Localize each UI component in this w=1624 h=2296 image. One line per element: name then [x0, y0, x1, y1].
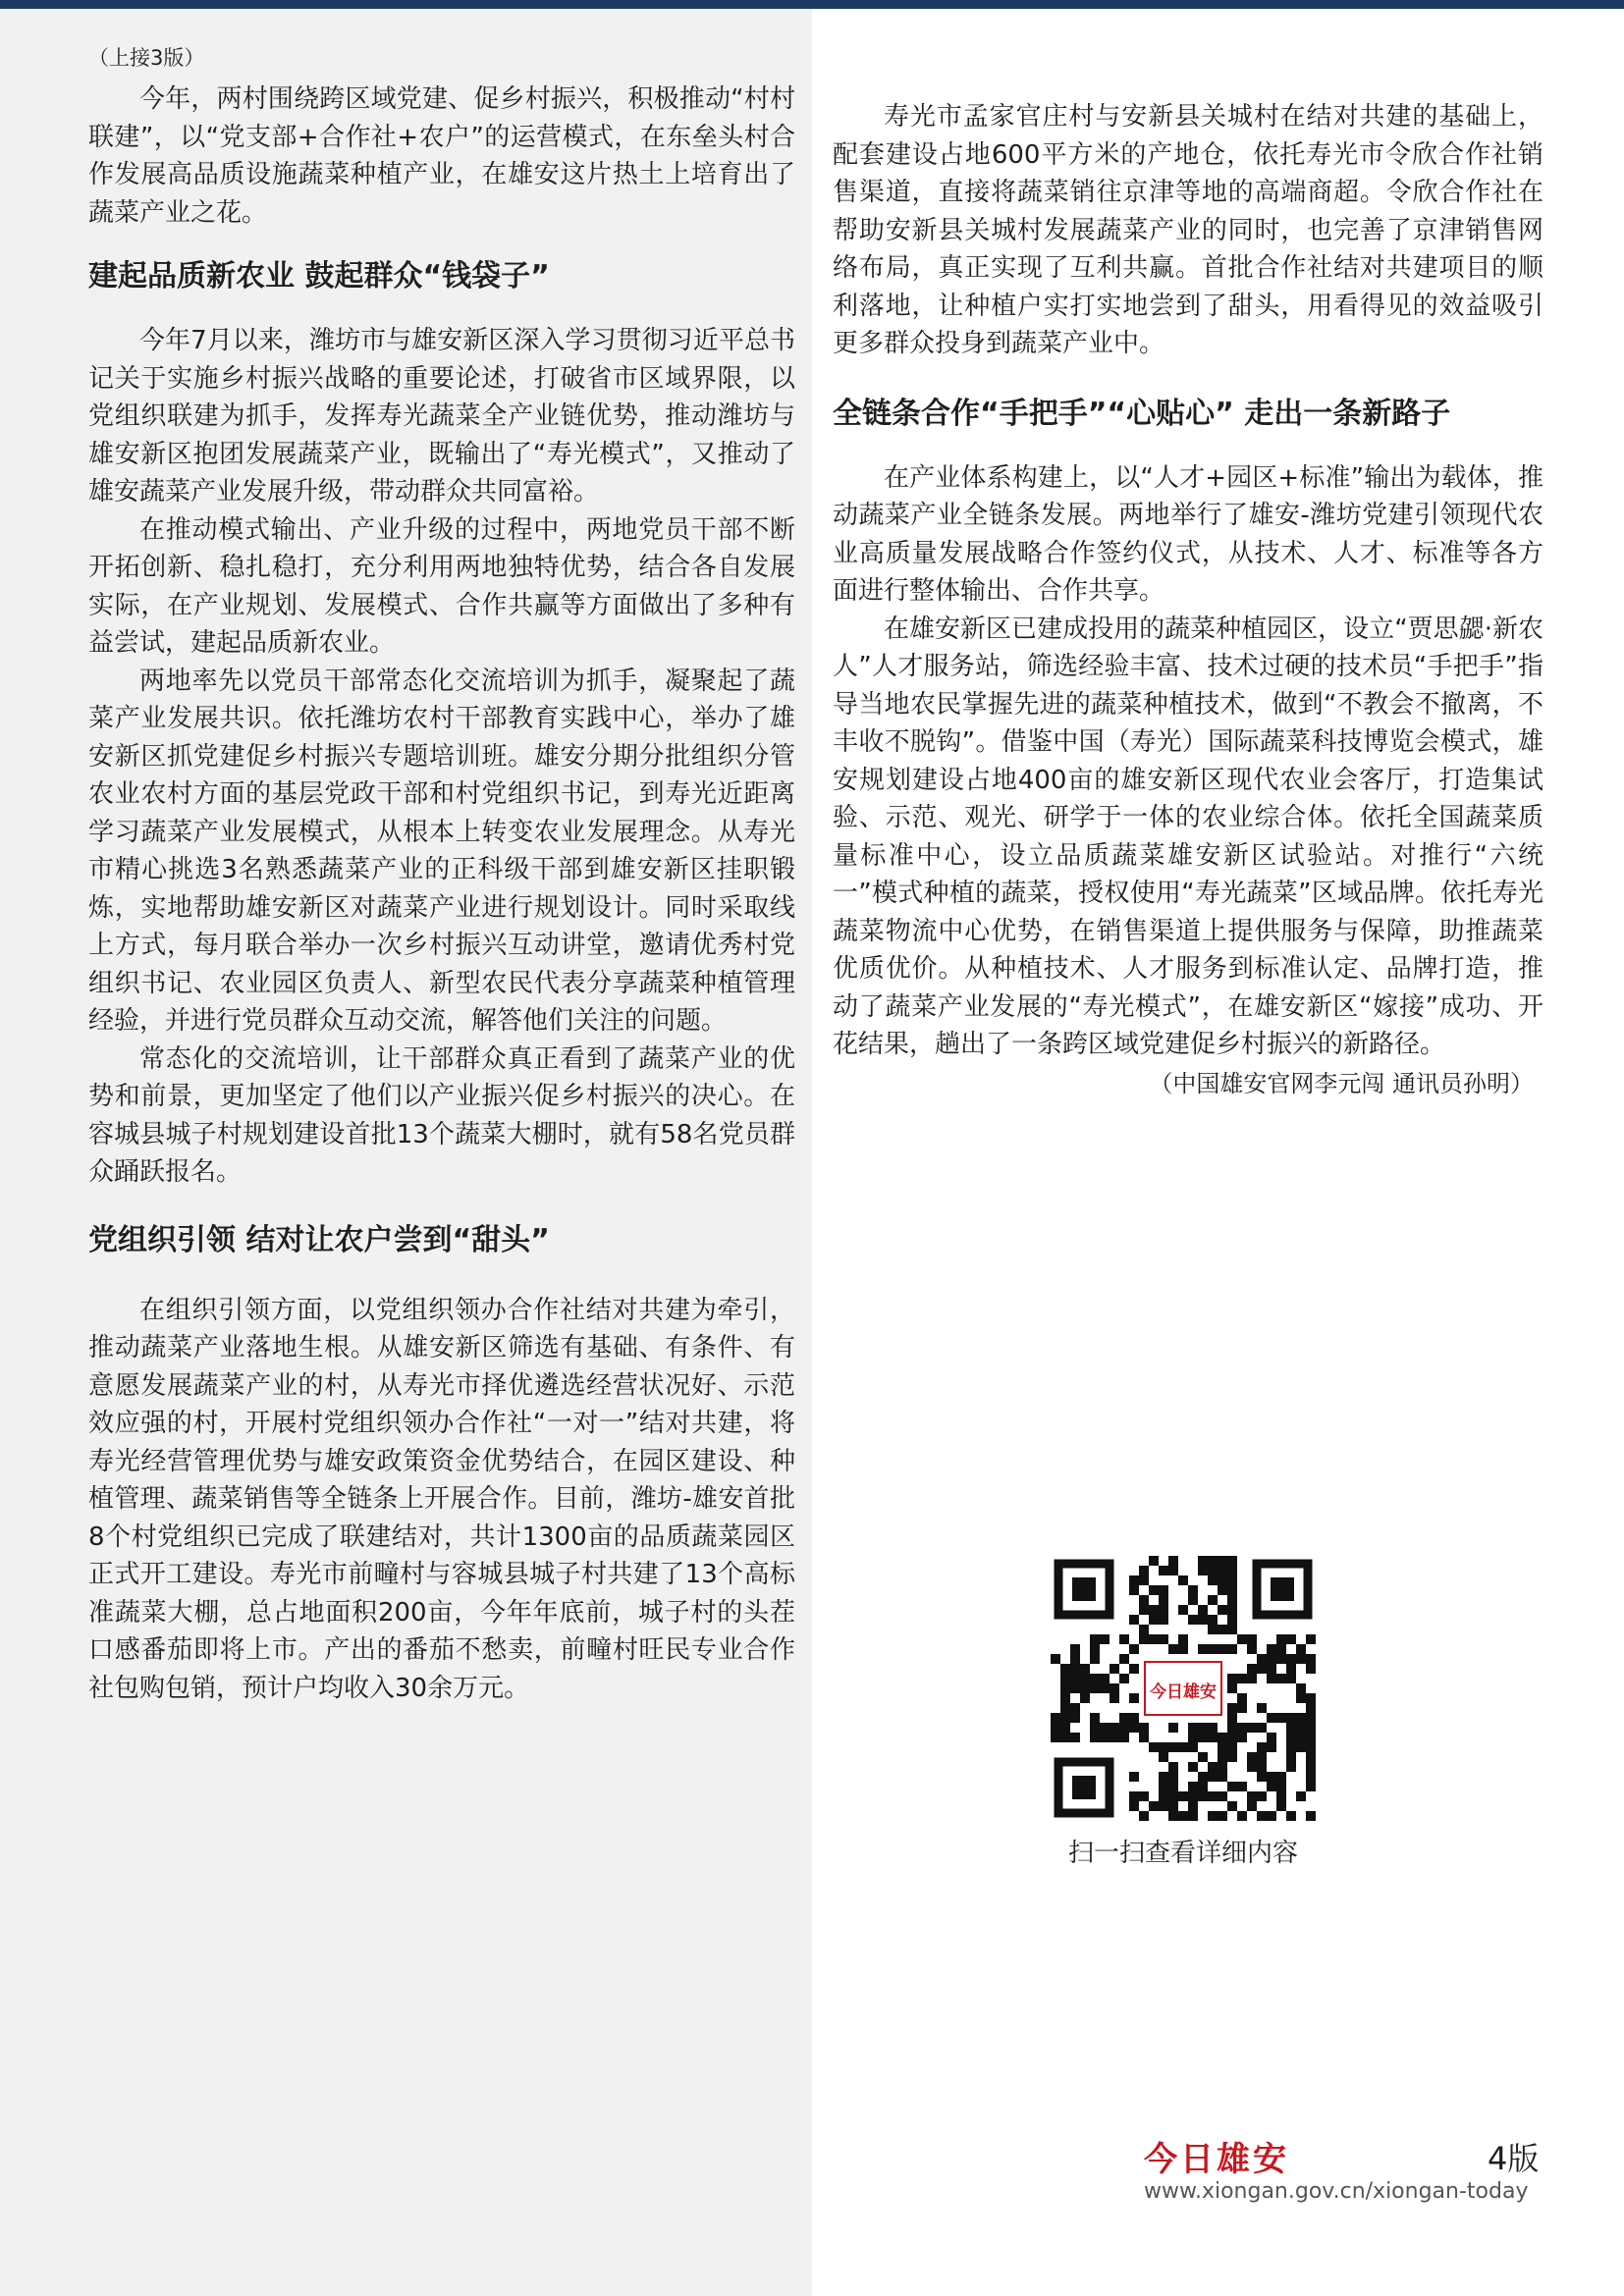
article-paragraph: 在组织引领方面，以党组织领办合作社结对共建为牵引，推动蔬菜产业落地生根。从雄安新区筛选有基础、有条件、有意愿发展蔬菜产业的村，从寿光市择优遴选经营状况好、示范效应强的村，开展村党组织领办合作社“一对一”结对共建，将寿光经营管理优势与雄安政策资金优势结合，在园区建设、种植管理、蔬菜销售等全链条上开展合作。目前，潍坊-雄安首批8个村党组织已完成了联建结对，共计1300亩的品质蔬菜园区正式开工建设。寿光市前疃村与容城县城子村共建了13个高标准蔬菜大棚，总占地面积200亩，今年年底前，城子村的头茬口感番茄即将上市。产出的番茄不愁卖，前疃村旺民专业合作社包购包销，预计户均收入30余万元。 [88, 1295, 795, 1703]
left-column [88, 43, 795, 1707]
article-paragraph: 在推动模式输出、产业升级的过程中，两地党员干部不断开拓创新、稳扎稳打，充分利用两地独特优势，结合各自发展实际，在产业规划、发展模式、合作共赢等方面做出了多种有益尝试，建起品质新农业。 [88, 514, 795, 658]
qr-caption: 扫一扫查看详细内容 [1067, 1839, 1298, 1868]
header-bar [0, 0, 1624, 9]
byline: （中国雄安官网李元闯 通讯员孙明） [1149, 1069, 1534, 1097]
site-url[interactable]: www.xiongan.gov.cn/xiongan-today [1144, 2179, 1529, 2204]
article-paragraph: 两地率先以党员干部常态化交流培训为抓手，凝聚起了蔬菜产业发展共识。依托潍坊农村干部教育实践中心，举办了雄安新区抓党建促乡村振兴专题培训班。雄安分期分批组织分管农业农村方面的基层党政干部和村党组织书记，到寿光近距离学习蔬菜产业发展模式，从根本上转变农业发展理念。从寿光市精心挑选3名熟悉蔬菜产业的正科级干部到雄安新区挂职锻炼，实地帮助雄安新区对蔬菜产业进行规划设计。同时采取线上方式，每月联合举办一次乡村振兴互动讲堂，邀请优秀村党组织书记、农业园区负责人、新型农民代表分享蔬菜种植管理经验，并进行党员群众互动交流，解答他们关注的问题。 [88, 666, 795, 1036]
qr-code-graphic [1051, 1556, 1316, 1821]
continued-note: （上接3版） [88, 46, 205, 70]
article-paragraph: 常态化的交流培训，让干部群众真正看到了蔬菜产业的优势和前景，更加坚定了他们以产业振兴促乡村振兴的决心。在容城县城子村规划建设首批13个蔬菜大棚时，就有58名党员群众踊跃报名。 [88, 1043, 795, 1187]
article-paragraph: 寿光市孟家官庄村与安新县关城村在结对共建的基础上，配套建设占地600平方米的产地仓，依托寿光市令欣合作社销售渠道，直接将蔬菜销往京津等地的高端商超。令欣合作社在帮助安新县关城村发展蔬菜产业的同时，也完善了京津销售网络布局，真正实现了互利共赢。首批合作社结对共建项目的顺利落地，让种植户实打实地尝到了甜头，用看得见的效益吸引更多群众投身到蔬菜产业中。 [833, 102, 1543, 358]
qr-center-label: 今日雄安 [1150, 1682, 1217, 1702]
right-column [833, 98, 1543, 1101]
page-number: 4版 [1488, 2140, 1540, 2177]
article-paragraph: 今年7月以来，潍坊市与雄安新区深入学习贯彻习近平总书记关于实施乡村振兴战略的重要论述，打破省市区域界限，以党组织联建为抓手，发挥寿光蔬菜全产业链优势，推动潍坊与雄安新区抱团发展蔬菜产业，既输出了“寿光模式”，又推动了雄安蔬菜产业发展升级，带动群众共同富裕。 [88, 326, 795, 507]
section-heading-quality-agriculture: 建起品质新农业 鼓起群众“钱袋子” [88, 259, 550, 294]
article-paragraph: 在雄安新区已建成投用的蔬菜种植园区，设立“贾思勰·新农人”人才服务站，筛选经验丰富、技术过硬的技术员“手把手”指导当地农民掌握先进的蔬菜种植技术，做到“不教会不撤离，不丰收不脱钩”。借鉴中国（寿光）国际蔬菜科技博览会模式，雄安规划建设占地400亩的雄安新区现代农业会客厅，打造集试验、示范、观光、研学于一体的农业综合体。依托全国蔬菜质量标准中心，设立品质蔬菜雄安新区试验站。对推行“六统一”模式种植的蔬菜，授权使用“寿光蔬菜”区域品牌。依托寿光蔬菜物流中心优势，在销售渠道上提供服务与保障，助推蔬菜优质优价。从种植技术、人才服务到标准认定、品牌打造，推动了蔬菜产业发展的“寿光模式”，在雄安新区“嫁接”成功、开花结果，趟出了一条跨区域党建促乡村振兴的新路径。 [833, 614, 1543, 1059]
qr-code-icon[interactable] [1051, 1556, 1316, 1821]
brand-logo: 今日雄安 [1144, 2140, 1289, 2179]
article-paragraph: 在产业体系构建上，以“人才+园区+标准”输出为载体，推动蔬菜产业全链条发展。两地举行了雄安-潍坊党建引领现代农业高质量发展战略合作签约仪式，从技术、人才、标准等各方面进行整体输出、合作共享。 [833, 462, 1543, 606]
intro-paragraph: 今年，两村围绕跨区域党建、促乡村振兴，积极推动“村村联建”，以“党支部+合作社+农户”的运营模式，在东垒头村合作发展高品质设施蔬菜种植产业，在雄安这片热土上培育出了蔬菜产业之花。 [88, 84, 795, 228]
section-heading-party-leadership: 党组织引领 结对让农户尝到“甜头” [88, 1222, 550, 1257]
section-heading-full-chain: 全链条合作“手把手”“心贴心” 走出一条新路子 [833, 396, 1451, 431]
